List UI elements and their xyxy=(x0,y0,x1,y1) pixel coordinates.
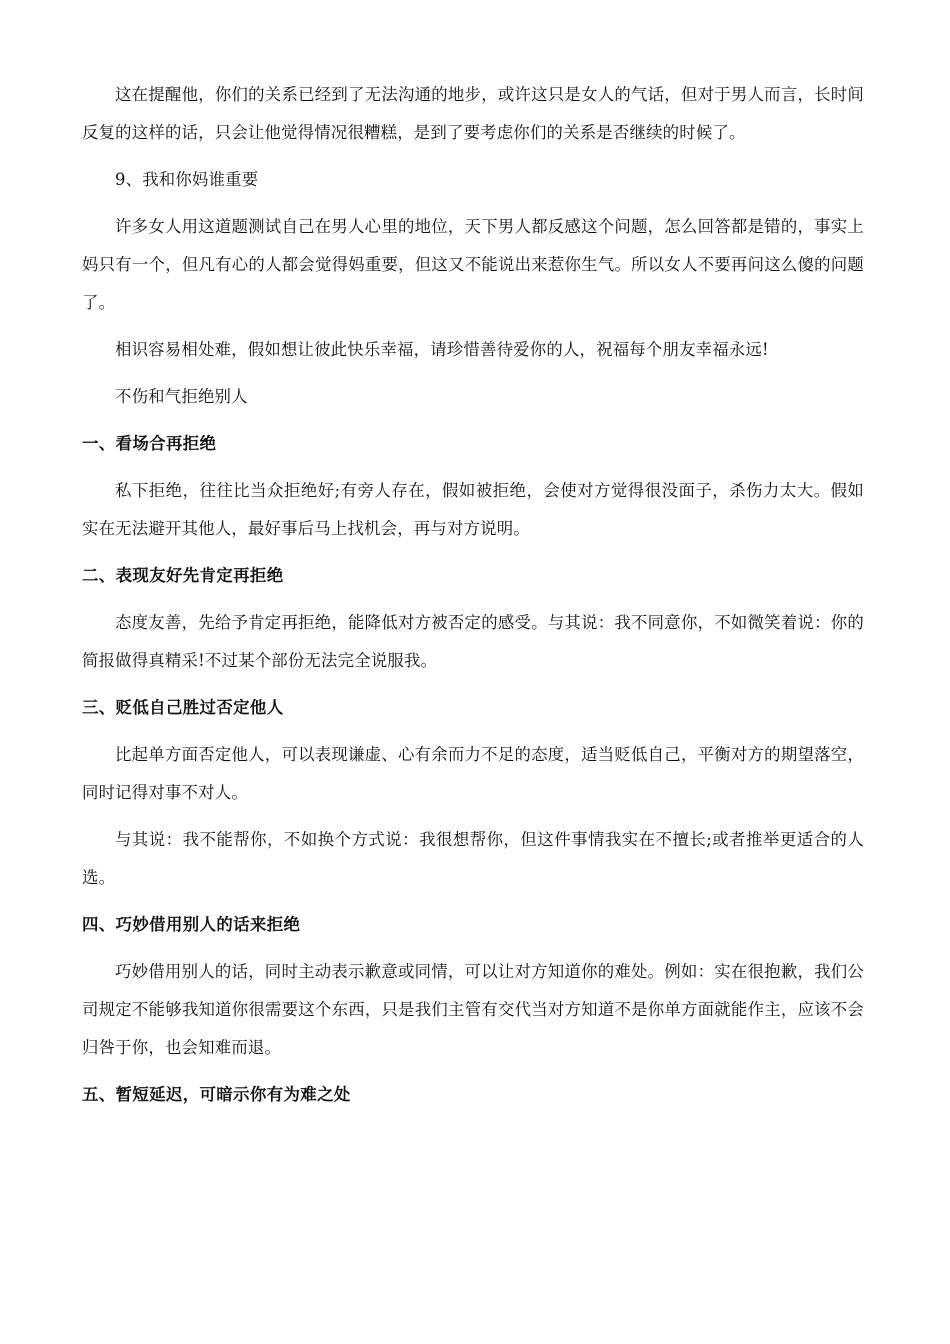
heading-3: 三、贬低自己胜过否定他人 xyxy=(82,698,284,717)
paragraph-blessing: 相识容易相处难，假如想让彼此快乐幸福，请珍惜善待爱你的人，祝福每个朋友幸福永远! xyxy=(115,340,769,359)
heading-5: 五、暂短延迟，可暗示你有为难之处 xyxy=(82,1085,351,1104)
heading-1: 一、看场合再拒绝 xyxy=(82,434,217,453)
heading-2: 二、表现友好先肯定再拒绝 xyxy=(82,566,284,585)
heading-4: 四、巧妙借用别人的话来拒绝 xyxy=(82,915,301,934)
paragraph-heading-3-example: 与其说：我不能帮你，不如换个方式说：我很想帮你，但这件事情我实在不擅长;或者推举更适合的人选。 xyxy=(82,830,864,887)
paragraph-mother-question: 许多女人用这道题测试自己在男人心里的地位，天下男人都反感这个问题，怎么回答都是错的，事实上妈只有一个，但凡有心的人都会觉得妈重要，但这又不能说出来惹你生气。所以女人不要再问这么傻的问题了。 xyxy=(82,217,864,312)
paragraph-item-9-title: 9、我和你妈谁重要 xyxy=(115,170,259,189)
paragraph-heading-3-body: 比起单方面否定他人，可以表现谦虚、心有余而力不足的态度，适当贬低自己，平衡对方的期望落空，同时记得对事不对人。 xyxy=(82,745,864,802)
paragraph-relationship-warning: 这在提醒他，你们的关系已经到了无法沟通的地步，或许这只是女人的气话，但对于男人而言，长时间反复的这样的话，只会让他觉得情况很糟糕，是到了要考虑你们的关系是否继续的时候了。 xyxy=(82,85,864,142)
paragraph-section-title: 不伤和气拒绝别人 xyxy=(115,387,248,406)
paragraph-heading-1-body: 私下拒绝，往往比当众拒绝好;有旁人存在，假如被拒绝，会使对方觉得很没面子，杀伤力太大。假如实在无法避开其他人，最好事后马上找机会，再与对方说明。 xyxy=(82,481,864,538)
paragraph-heading-4-body: 巧妙借用别人的话，同时主动表示歉意或同情，可以让对方知道你的难处。例如：实在很抱歉，我们公司规定不能够我知道你很需要这个东西，只是我们主管有交代当对方知道不是你单方面就能作主，应该不会归咎于你，也会知难而退。 xyxy=(82,962,864,1057)
paragraph-heading-2-body: 态度友善，先给予肯定再拒绝，能降低对方被否定的感受。与其说：我不同意你，不如微笑着说：你的简报做得真精采!不过某个部份无法完全说服我。 xyxy=(82,613,864,670)
document-page xyxy=(82,76,864,1123)
